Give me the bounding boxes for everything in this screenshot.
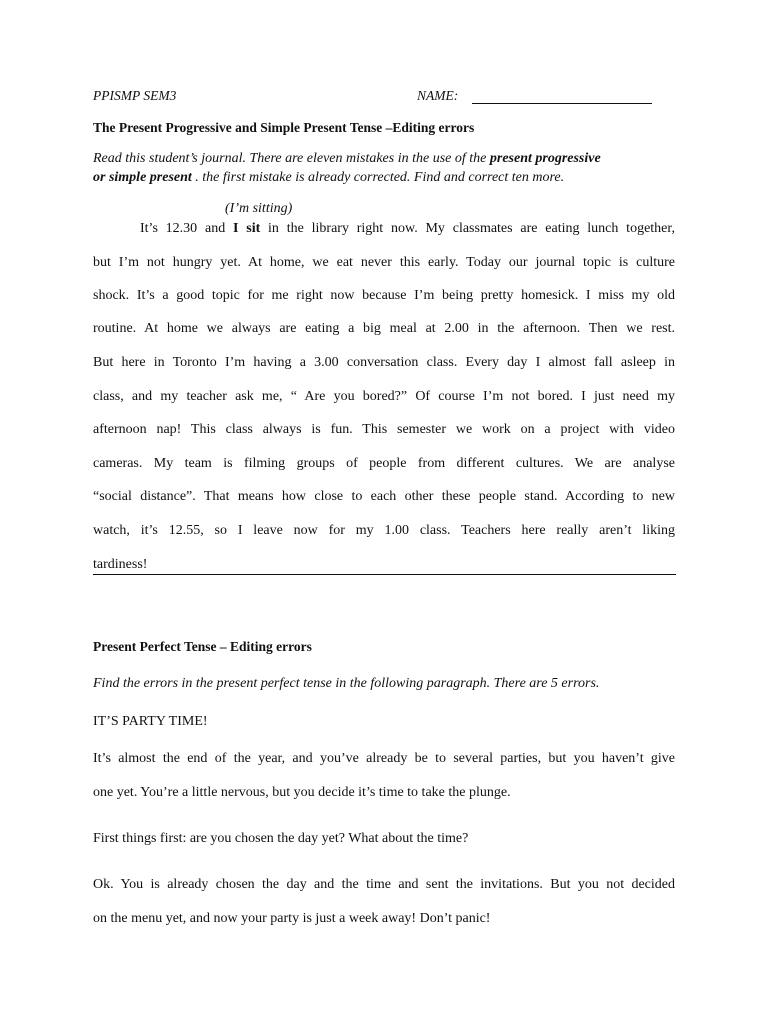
paragraph-line: on the menu yet, and now your party is just a week away! Don’t panic! [93,911,491,926]
correction-note: (I’m sitting) [225,201,293,216]
corrected-phrase: I sit [233,221,261,236]
journal-line: class, and my teacher ask me, “ Are you bored?” Of course I’m not bored. I just need my [93,389,675,404]
course-label: PPISMP SEM3 [93,88,177,103]
section-divider [93,574,676,575]
section2-title: Present Perfect Tense – Editing errors [93,639,312,654]
paragraph-line: It’s almost the end of the year, and you’ve already be to several parties, but you haven’t give [93,751,675,766]
journal-line: shock. It’s a good topic for me right now because I’m being pretty homesick. I miss my old [93,288,675,303]
paragraph-heading: IT’S PARTY TIME! [93,714,208,729]
instruction-text: Read this student’s journal. There are eleven mistakes in the use of the [93,151,490,166]
journal-line: cameras. My team is filming groups of people from different cultures. We are analyse [93,456,675,471]
section2-instruction: Find the errors in the present perfect tense in the following paragraph. There are 5 errors. [93,676,600,691]
journal-line: but I’m not hungry yet. At home, we eat never this early. Today our journal topic is culture [93,255,675,270]
journal-line: “social distance”. That means how close to each other these people stand. According to new [93,489,675,504]
journal-line: It’s 12.30 and I sit in the library right now. My classmates are eating lunch together, [140,221,675,236]
instruction-text: . the first mistake is already corrected. Find and correct ten more. [191,170,565,185]
journal-line: watch, it’s 12.55, so I leave now for my 1.00 class. Teachers here really aren’t liking [93,523,675,538]
journal-line: But here in Toronto I’m having a 3.00 conversation class. Every day I almost fall asleep in [93,355,675,370]
name-label: NAME: [417,88,459,103]
section1-instruction-line2 [93,170,564,186]
section1-title: The Present Progressive and Simple Present Tense –Editing errors [93,120,475,135]
paragraph-line: Ok. You is already chosen the day and the time and sent the invitations. But you not decided [93,877,675,892]
journal-line: tardiness! [93,557,148,572]
name-blank-line [472,103,652,104]
instruction-bold-term: present progressive [489,151,601,166]
journal-line: afternoon nap! This class always is fun. This semester we work on a project with video [93,422,675,437]
section1-instruction-line1 [93,151,601,167]
paragraph-line: First things first: are you chosen the day yet? What about the time? [93,831,469,846]
instruction-bold-term: or simple present [93,170,192,185]
paragraph-line: one yet. You’re a little nervous, but you decide it’s time to take the plunge. [93,785,511,800]
journal-line: routine. At home we always are eating a big meal at 2.00 in the afternoon. Then we rest. [93,321,675,336]
